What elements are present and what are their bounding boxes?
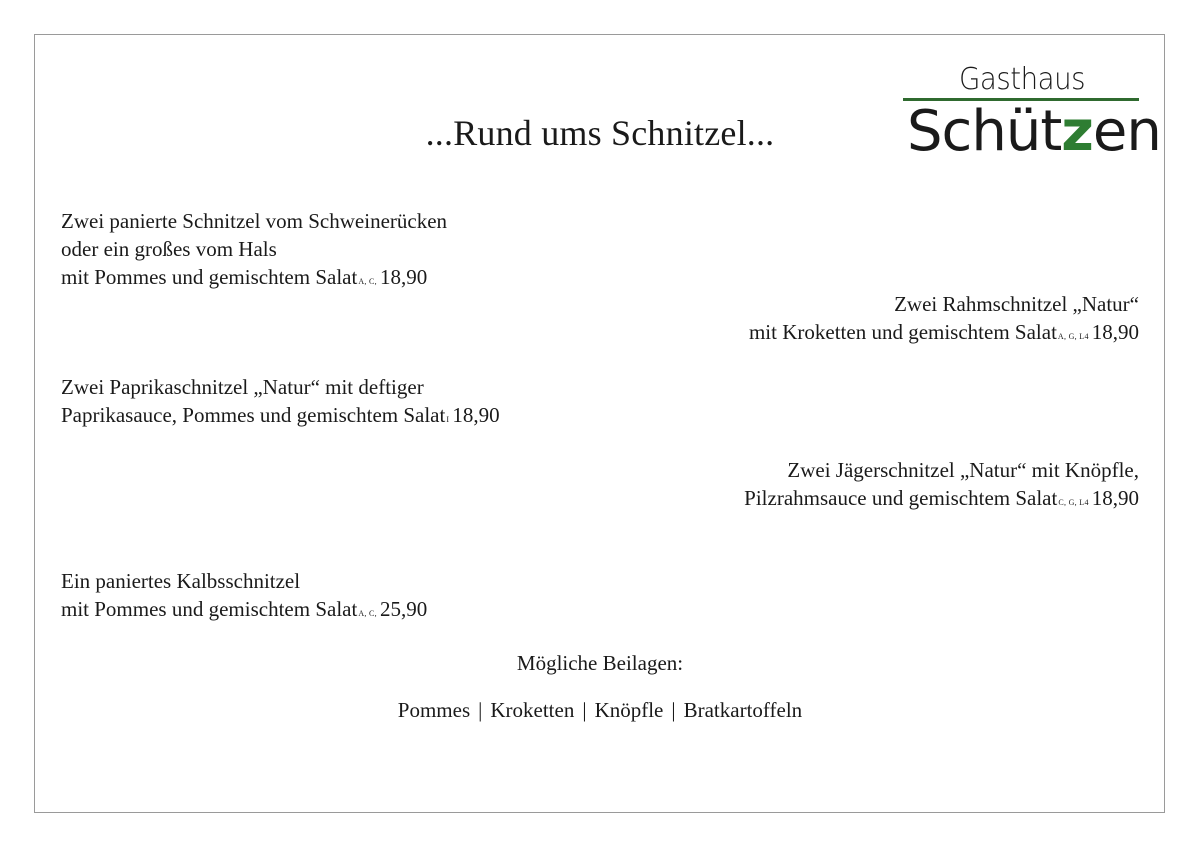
item-last-line <box>749 318 1139 351</box>
logo-subtitle: Gasthaus <box>958 62 1085 97</box>
item-description: mit Pommes und gemischtem Salat <box>61 597 358 621</box>
item-last-line <box>744 484 1139 517</box>
side-separator: | <box>671 698 676 722</box>
item-description: Zwei Jägerschnitzel „Natur“ mit Knöpfle, <box>787 458 1139 482</box>
logo-name-accent: z <box>1061 99 1093 164</box>
side-option: Knöpfle <box>594 698 664 722</box>
logo-name <box>907 100 1161 164</box>
menu-item <box>61 567 427 628</box>
item-price: 18,90 <box>379 265 428 289</box>
item-description: Paprikasauce, Pommes und gemischtem Salat <box>61 403 446 427</box>
item-description: oder ein großes vom Hals <box>61 237 277 261</box>
item-last-line <box>61 401 500 434</box>
side-separator: | <box>582 698 587 722</box>
menu-item <box>61 207 447 296</box>
logo-name-part: en <box>1092 99 1161 164</box>
item-description: Ein paniertes Kalbsschnitzel <box>61 569 301 593</box>
side-option: Bratkartoffeln <box>683 698 803 722</box>
menu-item <box>61 373 500 434</box>
side-option: Pommes <box>397 698 471 722</box>
item-last-line <box>61 595 427 628</box>
allergen-codes: A, C, <box>358 277 377 286</box>
item-description: Zwei panierte Schnitzel vom Schweinerücken <box>61 209 448 233</box>
sides-heading: Mögliche Beilagen: <box>516 651 684 675</box>
allergen-codes: I <box>446 415 450 424</box>
menu-item <box>749 290 1139 351</box>
item-description: Pilzrahmsauce und gemischtem Salat <box>744 486 1058 510</box>
allergen-codes: A, G, L4 <box>1057 332 1089 341</box>
item-price: 18,90 <box>1091 486 1139 510</box>
item-price: 18,90 <box>1091 320 1139 344</box>
side-separator: | <box>478 698 483 722</box>
item-description: Zwei Rahmschnitzel „Natur“ <box>894 292 1139 316</box>
allergen-codes: C, G, L4 <box>1058 498 1089 507</box>
item-price: 18,90 <box>452 403 500 427</box>
sides-list <box>0 698 1200 723</box>
item-description: mit Pommes und gemischtem Salat <box>61 265 358 289</box>
item-description: Zwei Paprikaschnitzel „Natur“ mit deftiger <box>61 375 424 399</box>
item-description: mit Kroketten und gemischtem Salat <box>748 320 1057 344</box>
restaurant-logo <box>903 60 1161 168</box>
item-price: 25,90 <box>379 597 428 621</box>
logo-name-part: Schüt <box>907 99 1062 164</box>
item-last-line <box>61 263 447 296</box>
page-title: ...Rund ums Schnitzel... <box>425 113 775 153</box>
menu-item <box>744 456 1139 517</box>
allergen-codes: A, C, <box>358 609 377 618</box>
side-option: Kroketten <box>490 698 575 722</box>
